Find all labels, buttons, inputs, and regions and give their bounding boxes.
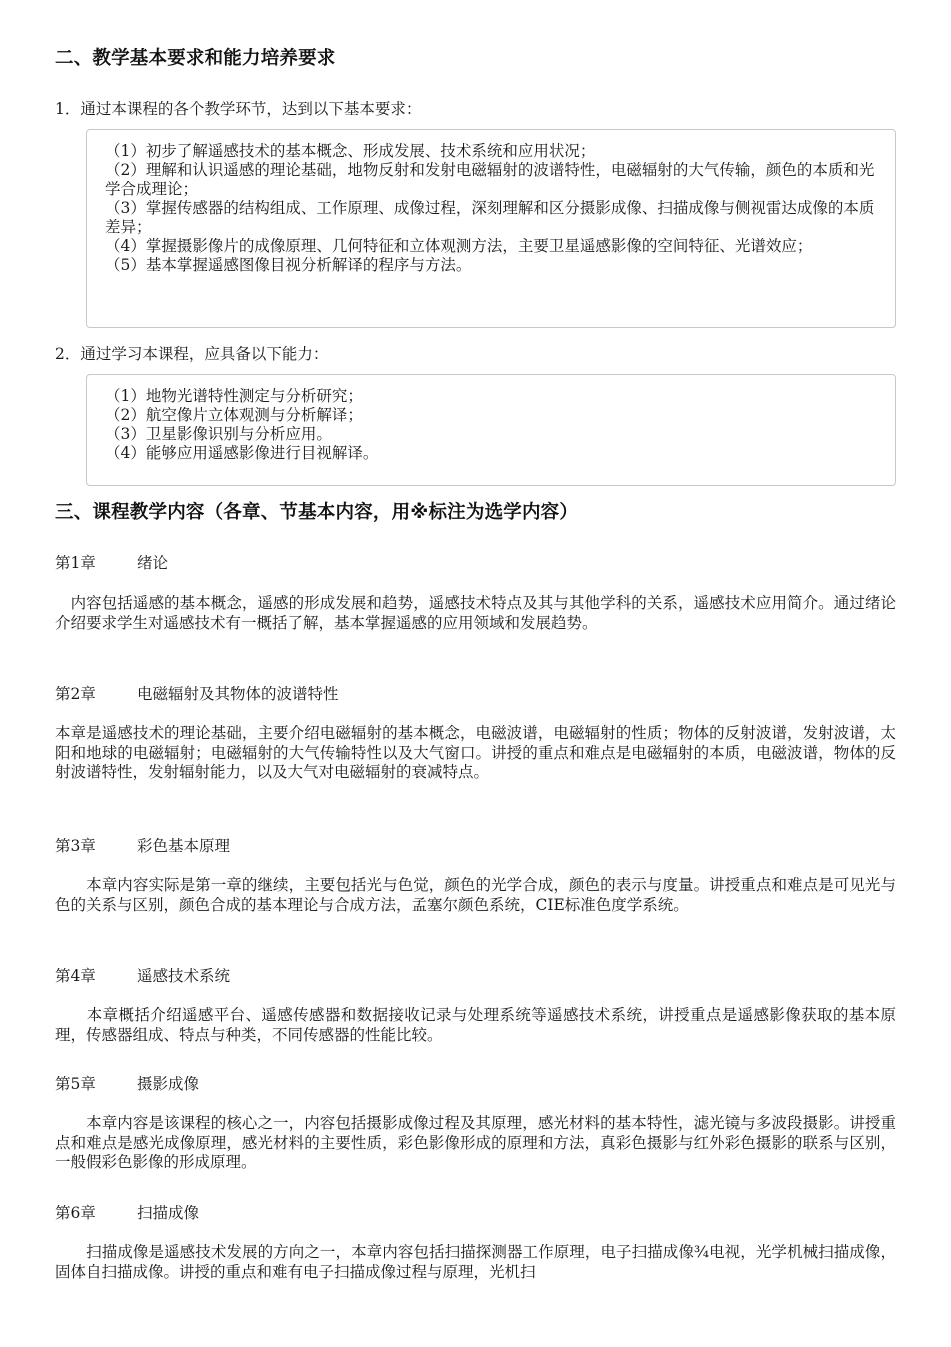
chapter-3-text: 本章内容实际是第一章的继续，主要包括光与色觉，颜色的光学合成，颜色的表示与度量。讲授重点和难点是可见光与色的关系与区别，颜色合成的基本理论与合成方法，孟塞尔颜色系统，CIE标准色度学系统。 — [55, 876, 896, 914]
abilities-box — [86, 374, 896, 486]
chapter-3-name: 彩色基本原理 — [137, 837, 231, 855]
requirements-intro: 1．通过本课程的各个教学环节，达到以下基本要求： — [55, 100, 422, 118]
chapter-4-title — [55, 964, 230, 986]
chapter-3-number: 第3章 — [55, 837, 96, 855]
requirement-item-1: （1）初步了解遥感技术的基本概念、形成发展、技术系统和应用状况； — [105, 142, 596, 160]
requirements-box — [86, 129, 896, 328]
chapter-6-number: 第6章 — [55, 1204, 96, 1222]
section-2-heading: 二、教学基本要求和能力培养要求 — [55, 48, 336, 69]
chapter-1-name: 绪论 — [137, 554, 169, 572]
requirement-item-5: （5）基本掌握遥感图像目视分析解译的程序与方法。 — [105, 256, 472, 274]
chapter-3-title — [55, 834, 230, 856]
section-3-heading: 三、课程教学内容（各章、节基本内容，用※标注为选学内容） — [55, 502, 579, 523]
ability-item-4: （4）能够应用遥感影像进行目视解译。 — [105, 444, 379, 462]
ability-item-2: （2）航空像片立体观测与分析解译； — [105, 406, 363, 424]
chapter-2-number: 第2章 — [55, 685, 96, 703]
requirement-item-4: （4）掌握摄影像片的成像原理、几何特征和立体观测方法，主要卫星遥感影像的空间特征、光谱效应； — [105, 237, 813, 255]
chapter-6-title — [55, 1201, 199, 1223]
chapter-5-title — [55, 1072, 199, 1094]
chapter-1-number: 第1章 — [55, 554, 96, 572]
chapter-6-name: 扫描成像 — [137, 1204, 200, 1222]
requirement-item-2: （2）理解和认识遥感的理论基础，地物反射和发射电磁辐射的波谱特性，电磁辐射的大气传输，颜色的本质和光学合成理论； — [105, 161, 875, 198]
chapter-4-number: 第4章 — [55, 967, 96, 985]
ability-item-3: （3）卫星影像识别与分析应用。 — [105, 425, 332, 443]
chapter-4-name: 遥感技术系统 — [137, 967, 231, 985]
requirement-item-3: （3）掌握传感器的结构组成、工作原理、成像过程，深刻理解和区分摄影成像、扫描成像与侧视雷达成像的本质差异； — [105, 199, 875, 236]
chapter-1-title — [55, 551, 168, 573]
chapter-1-text: 内容包括遥感的基本概念，遥感的形成发展和趋势，遥感技术特点及其与其他学科的关系，遥感技术应用简介。通过绪论介绍要求学生对遥感技术有一概括了解，基本掌握遥感的应用领域和发展趋势。 — [55, 594, 896, 632]
chapter-4-text: 本章概括介绍遥感平台、遥感传感器和数据接收记录与处理系统等遥感技术系统，讲授重点是遥感影像获取的基本原理，传感器组成、特点与种类，不同传感器的性能比较。 — [55, 1006, 896, 1044]
chapter-6-text: 扫描成像是遥感技术发展的方向之一，本章内容包括扫描探测器工作原理，电子扫描成像¾电视，光学机械扫描成像，固体自扫描成像。讲授的重点和难有电子扫描成像过程与原理，光机扫 — [55, 1243, 896, 1281]
chapter-2-name: 电磁辐射及其物体的波谱特性 — [137, 685, 339, 703]
chapter-5-name: 摄影成像 — [137, 1075, 200, 1093]
chapter-5-text: 本章内容是该课程的核心之一，内容包括摄影成像过程及其原理，感光材料的基本特性，滤光镜与多波段摄影。讲授重点和难点是感光成像原理，感光材料的主要性质，彩色影像形成的原理和方法，真彩色摄影与红外彩色摄影的联系与区别，一般假彩色影像的形成原理。 — [55, 1114, 896, 1171]
chapter-5-number: 第5章 — [55, 1075, 96, 1093]
chapter-2-title — [55, 682, 339, 704]
ability-item-1: （1）地物光谱特性测定与分析研究； — [105, 387, 363, 405]
abilities-intro: 2．通过学习本课程，应具备以下能力： — [55, 345, 329, 363]
chapter-2-text: 本章是遥感技术的理论基础，主要介绍电磁辐射的基本概念，电磁波谱，电磁辐射的性质；物体的反射波谱，发射波谱，太阳和地球的电磁辐射；电磁辐射的大气传输特性以及大气窗口。讲授的重点和难点是电磁辐射的本质，电磁波谱，物体的反射波谱特性，发射辐射能力，以及大气对电磁辐射的衰减特点。 — [55, 724, 896, 781]
